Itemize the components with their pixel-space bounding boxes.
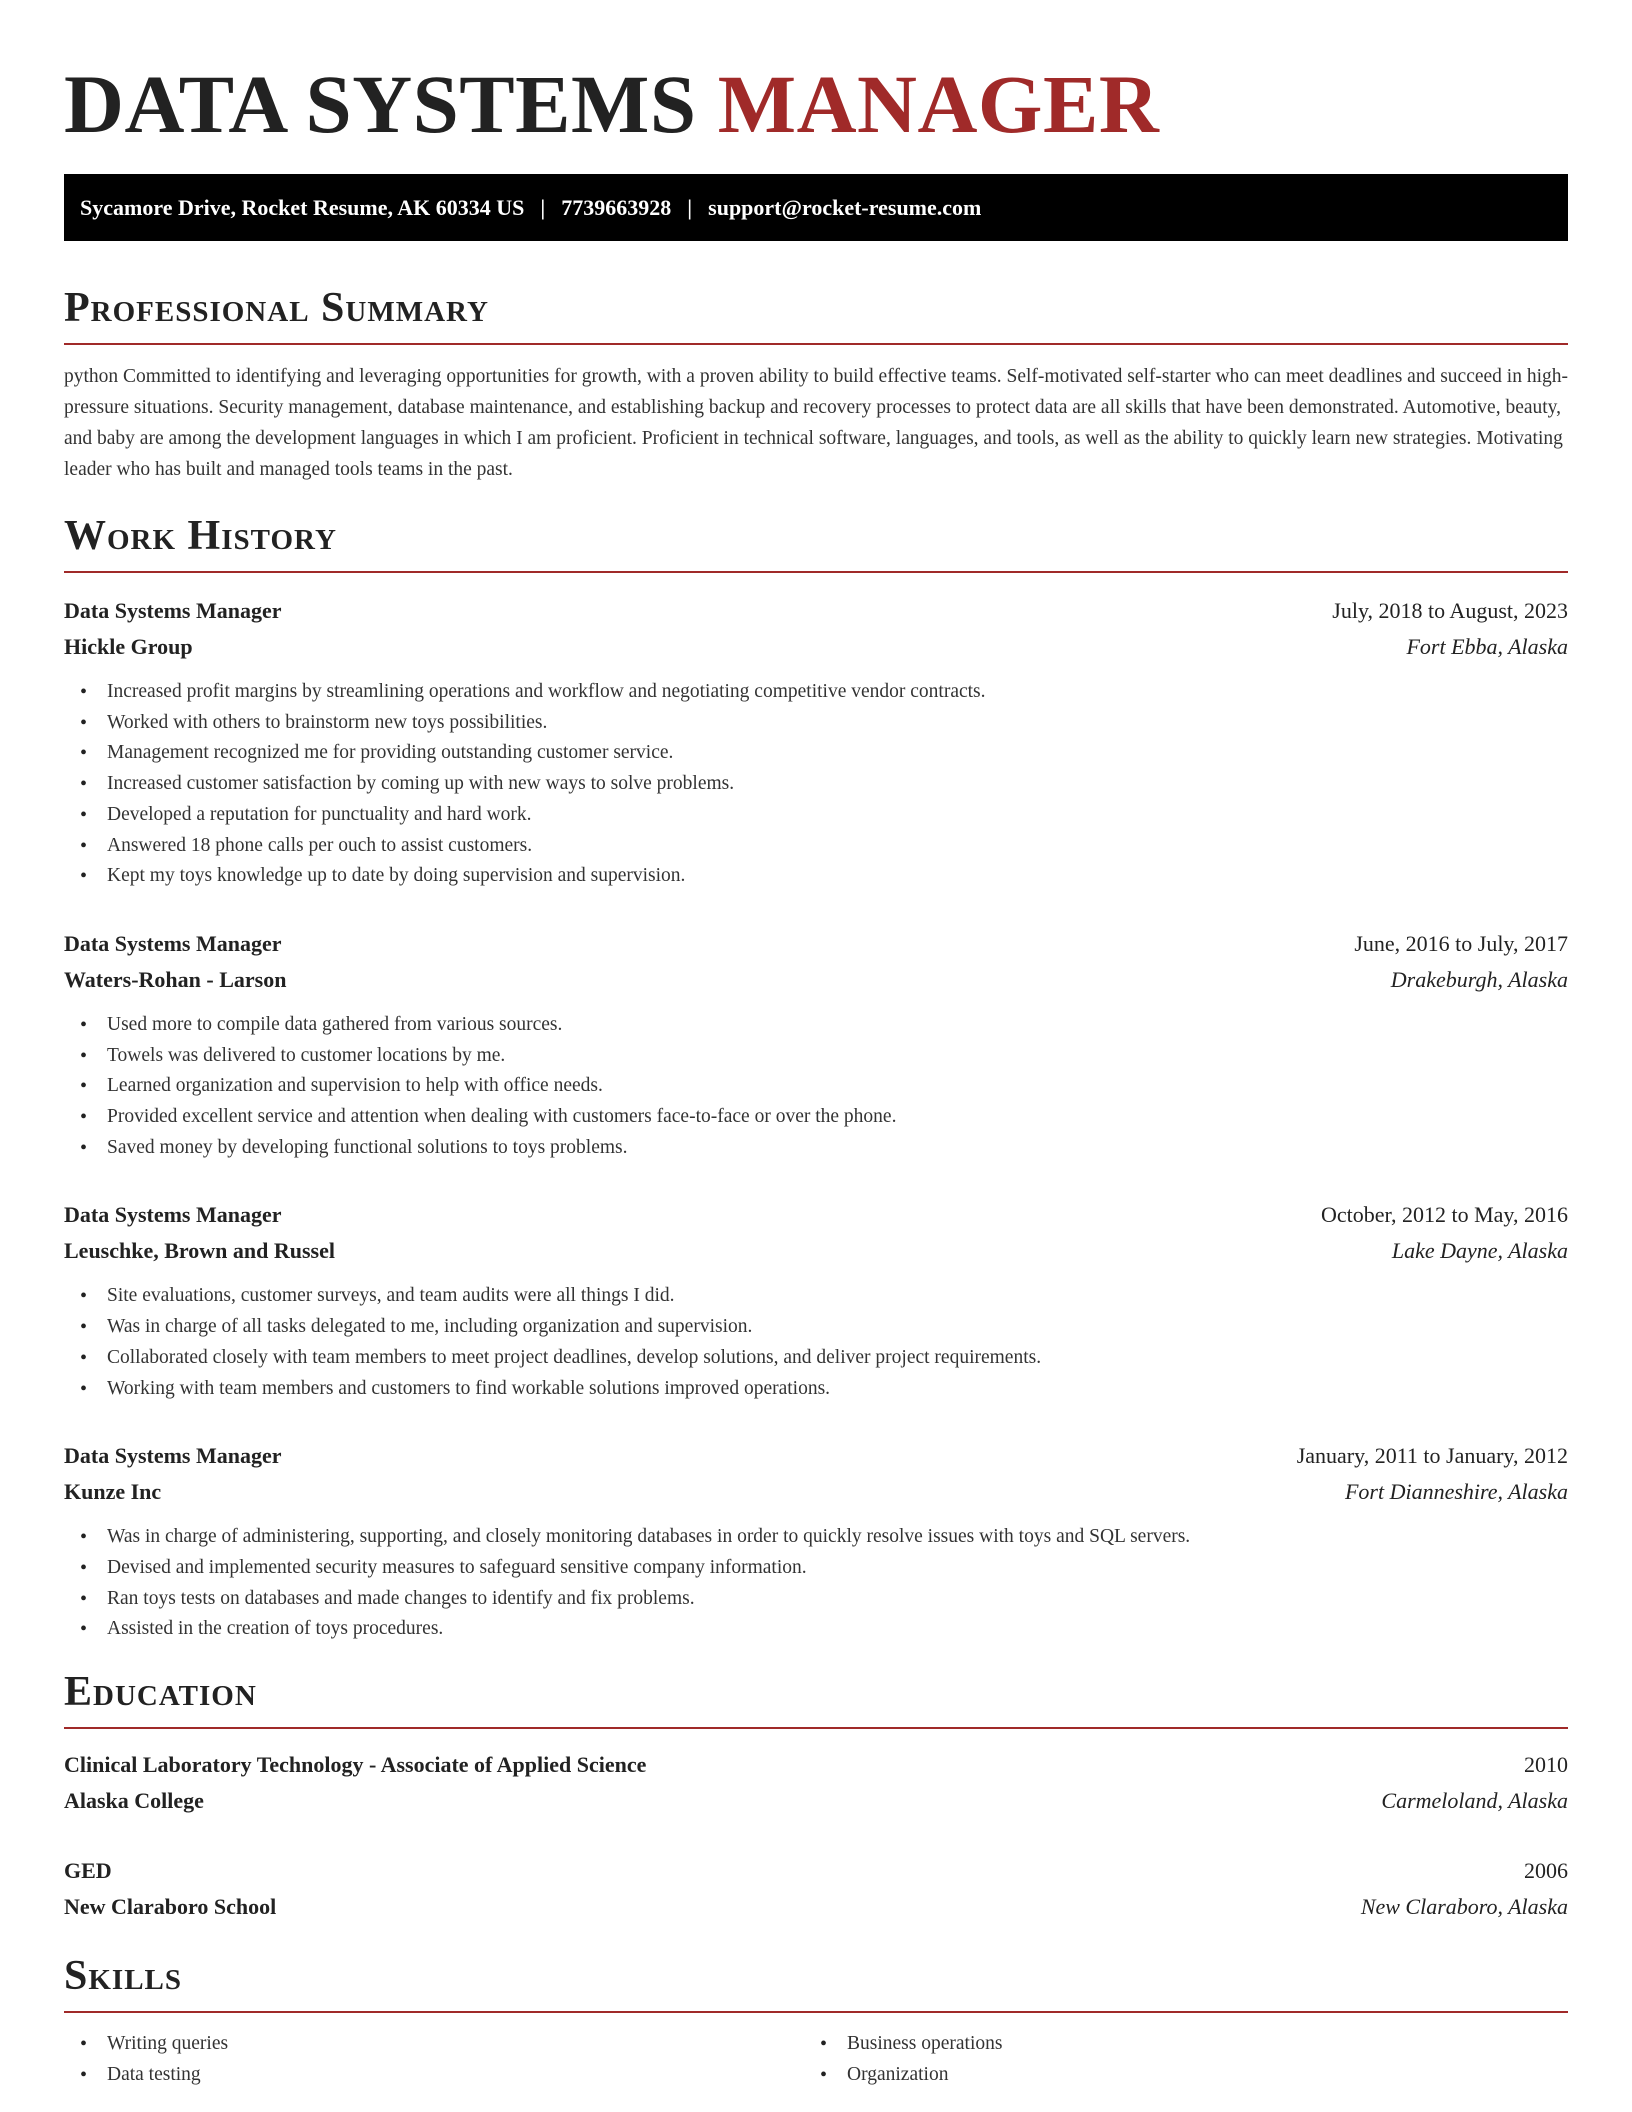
job-bullet: • Answered 18 phone calls per ouch to assist customers. bbox=[64, 831, 1568, 862]
education-heading: Education bbox=[64, 1667, 1568, 1729]
skill-item: • Business operations bbox=[804, 2029, 1544, 2060]
education-entry bbox=[64, 1747, 1568, 1819]
contact-separator: | bbox=[687, 194, 693, 220]
job-location: Fort Dianneshire, Alaska bbox=[1344, 1479, 1568, 1505]
job-bullet: • Used more to compile data gathered from various sources. bbox=[64, 1010, 1568, 1041]
job-bullets bbox=[64, 677, 1568, 892]
job-bullet: • Was in charge of all tasks delegated to me, including organization and supervision. bbox=[64, 1312, 1568, 1343]
resume-page bbox=[64, 0, 1568, 2090]
job-company: Leuschke, Brown and Russel bbox=[64, 1238, 335, 1264]
job-company: Waters-Rohan - Larson bbox=[64, 966, 287, 992]
job-bullet: • Assisted in the creation of toys procedures. bbox=[64, 1614, 1568, 1645]
job-role: Data Systems Manager bbox=[64, 930, 282, 956]
job-entry bbox=[64, 1438, 1568, 1645]
skill-item: • Organization bbox=[804, 2060, 1544, 2091]
contact-address: Sycamore Drive, Rocket Resume, AK 60334 US bbox=[80, 194, 525, 220]
job-role: Data Systems Manager bbox=[64, 1202, 282, 1228]
skills-heading: Skills bbox=[64, 1951, 1568, 2013]
job-bullet: • Worked with others to brainstorm new toys possibilities. bbox=[64, 708, 1568, 739]
resume-name bbox=[64, 58, 1568, 150]
contact-phone: 7739663928 bbox=[561, 194, 672, 220]
education-degree: GED bbox=[64, 1858, 112, 1884]
job-bullet: • Developed a reputation for punctuality and hard work. bbox=[64, 800, 1568, 831]
job-location: Lake Dayne, Alaska bbox=[1391, 1238, 1568, 1264]
job-location: Drakeburgh, Alaska bbox=[1390, 966, 1568, 992]
job-bullet: • Collaborated closely with team members to meet project deadlines, develop solutions, and deliver project requirements. bbox=[64, 1343, 1568, 1374]
job-entry bbox=[64, 1197, 1568, 1404]
job-bullets bbox=[64, 1522, 1568, 1645]
education-year: 2006 bbox=[1524, 1858, 1568, 1884]
job-bullet: • Devised and implemented security measures to safeguard sensitive company information. bbox=[64, 1553, 1568, 1584]
job-dates: January, 2011 to January, 2012 bbox=[1296, 1443, 1568, 1469]
contact-bar bbox=[64, 174, 1568, 241]
skills-grid bbox=[64, 2029, 1568, 2090]
education-school: New Claraboro School bbox=[64, 1894, 277, 1920]
job-bullet: • Working with team members and customers to find workable solutions improved operations. bbox=[64, 1374, 1568, 1405]
summary-heading: Professional Summary bbox=[64, 283, 1568, 345]
education-degree: Clinical Laboratory Technology - Associate of Applied Science bbox=[64, 1752, 647, 1778]
contact-separator: | bbox=[540, 194, 546, 220]
skill-item: • Data testing bbox=[64, 2060, 804, 2091]
job-entry bbox=[64, 926, 1568, 1164]
job-role: Data Systems Manager bbox=[64, 598, 282, 623]
job-bullet: • Increased profit margins by streamlining operations and workflow and negotiating competitive vendor contracts. bbox=[64, 677, 1568, 708]
job-role: Data Systems Manager bbox=[64, 1443, 282, 1469]
summary-text: python Committed to identifying and leveraging opportunities for growth, with a proven ability to build effective teams. Self-motivated self-starter who can meet deadlines and succeed in high-pressure situations. Security management, database maintenance, and establishing backup and recovery processes to protect data are all skills that have been demonstrated. Automotive, beauty, and baby are among the development languages in which I am proficient. Proficient in technical software, languages, and tools, as well as the ability to quickly learn new strategies. Motivating leader who has built and managed tools teams in the past. bbox=[64, 366, 1568, 480]
job-bullet: • Provided excellent service and attention when dealing with customers face-to-face or over the phone. bbox=[64, 1102, 1568, 1133]
job-bullets bbox=[64, 1010, 1568, 1164]
job-dates: October, 2012 to May, 2016 bbox=[1321, 1202, 1568, 1228]
job-bullets bbox=[64, 1281, 1568, 1404]
contact-email: support@rocket-resume.com bbox=[708, 194, 982, 220]
name-last: MANAGER bbox=[717, 58, 1160, 150]
job-bullet: • Ran toys tests on databases and made changes to identify and fix problems. bbox=[64, 1584, 1568, 1615]
skill-item: • Writing queries bbox=[64, 2029, 804, 2060]
education-school: Alaska College bbox=[64, 1788, 204, 1814]
skills-column-right bbox=[804, 2029, 1544, 2090]
job-bullet: • Saved money by developing functional solutions to toys problems. bbox=[64, 1133, 1568, 1164]
job-bullet: • Increased customer satisfaction by coming up with new ways to solve problems. bbox=[64, 769, 1568, 800]
job-entry bbox=[64, 593, 1568, 892]
job-dates: June, 2016 to July, 2017 bbox=[1354, 930, 1568, 956]
education-location: New Claraboro, Alaska bbox=[1360, 1894, 1568, 1920]
education-location: Carmeloland, Alaska bbox=[1381, 1788, 1568, 1814]
job-bullet: • Was in charge of administering, supporting, and closely monitoring databases in order to quickly resolve issues with toys and SQL servers. bbox=[64, 1522, 1568, 1553]
job-location: Fort Ebba, Alaska bbox=[1406, 634, 1568, 659]
skills-column-left bbox=[64, 2029, 804, 2090]
work-history-heading: Work History bbox=[64, 511, 1568, 573]
name-first: DATA SYSTEMS bbox=[64, 58, 697, 150]
job-bullet: • Management recognized me for providing outstanding customer service. bbox=[64, 738, 1568, 769]
job-bullet: • Towels was delivered to customer locations by me. bbox=[64, 1041, 1568, 1072]
job-bullet: • Learned organization and supervision to help with office needs. bbox=[64, 1071, 1568, 1102]
job-dates: July, 2018 to August, 2023 bbox=[1332, 598, 1568, 623]
job-company: Kunze Inc bbox=[64, 1479, 162, 1505]
job-bullet: • Kept my toys knowledge up to date by doing supervision and supervision. bbox=[64, 861, 1568, 892]
education-entry bbox=[64, 1853, 1568, 1925]
job-bullet: • Site evaluations, customer surveys, and team audits were all things I did. bbox=[64, 1281, 1568, 1312]
education-year: 2010 bbox=[1524, 1752, 1568, 1778]
job-company: Hickle Group bbox=[64, 634, 193, 659]
